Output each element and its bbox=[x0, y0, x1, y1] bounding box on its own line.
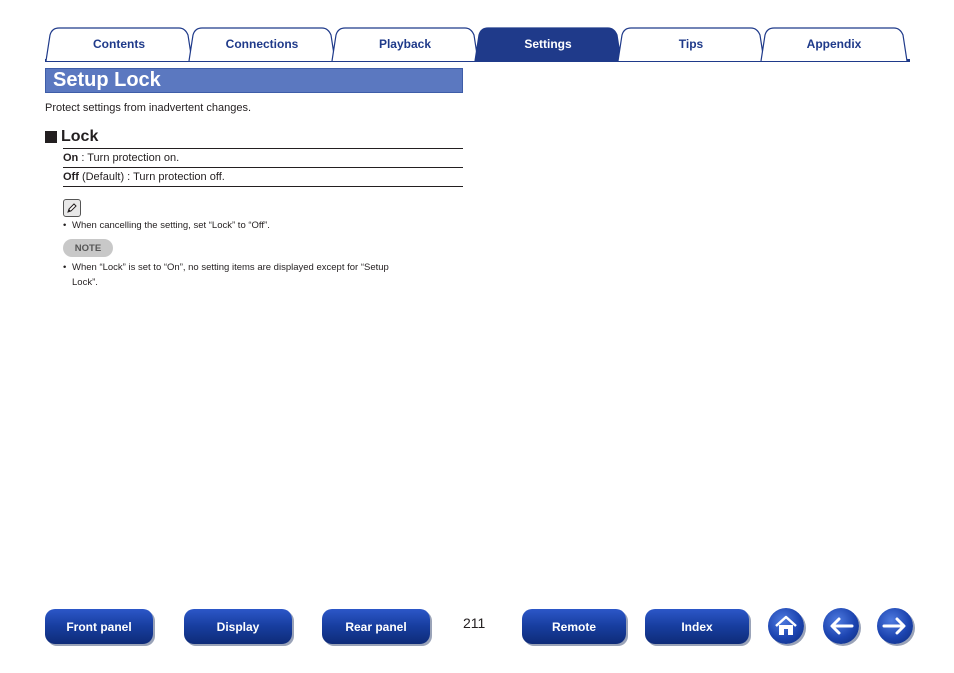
tab-contents-label: Contents bbox=[93, 37, 145, 51]
home-button[interactable] bbox=[768, 608, 804, 644]
option-desc: : Turn protection on. bbox=[78, 152, 180, 164]
tab-tips[interactable] bbox=[617, 27, 765, 61]
index-button[interactable]: Index bbox=[645, 609, 749, 644]
option-name: On bbox=[63, 152, 79, 164]
page-number: 211 bbox=[463, 615, 486, 631]
intro-text: Protect settings from inadvertent changes. bbox=[45, 102, 252, 114]
arrow-left-icon bbox=[828, 616, 854, 636]
memo-bullet: • When cancelling the setting, set “Lock” to “Off”. bbox=[63, 220, 270, 231]
remote-button[interactable]: Remote bbox=[522, 609, 626, 644]
memo-bullet-text: When cancelling the setting, set “Lock” to “Off”. bbox=[72, 220, 270, 231]
note-badge: NOTE bbox=[63, 239, 113, 257]
page-title: Setup Lock bbox=[53, 69, 161, 91]
pencil-icon bbox=[63, 199, 81, 217]
tab-contents[interactable] bbox=[45, 27, 193, 61]
top-tab-bar bbox=[45, 27, 910, 63]
tab-playback[interactable] bbox=[331, 27, 479, 61]
section-heading bbox=[45, 128, 98, 146]
display-button[interactable]: Display bbox=[184, 609, 292, 644]
home-icon bbox=[773, 614, 799, 638]
tab-settings[interactable] bbox=[474, 27, 622, 61]
note-bullet-text-line2: Lock”. bbox=[72, 277, 98, 288]
options-table bbox=[63, 148, 463, 187]
square-bullet-icon bbox=[45, 131, 57, 143]
page-title-bar bbox=[45, 68, 463, 93]
rear-panel-button[interactable]: Rear panel bbox=[322, 609, 430, 644]
option-name: Off bbox=[63, 171, 79, 183]
tab-connections[interactable] bbox=[188, 27, 336, 61]
tab-appendix[interactable] bbox=[760, 27, 908, 61]
tab-appendix-label: Appendix bbox=[806, 37, 862, 51]
note-bullet-text-line1: When “Lock” is set to “On”, no setting items are displayed except for “Setup bbox=[72, 262, 389, 273]
tab-settings-label: Settings bbox=[524, 37, 572, 51]
forward-button[interactable] bbox=[877, 608, 913, 644]
section-title: Lock bbox=[61, 128, 99, 145]
option-desc: (Default) : Turn protection off. bbox=[78, 171, 225, 183]
tab-tips-label: Tips bbox=[678, 37, 704, 51]
arrow-right-icon bbox=[882, 616, 908, 636]
option-row-on bbox=[63, 149, 463, 168]
option-row-off bbox=[63, 168, 463, 187]
back-button[interactable] bbox=[823, 608, 859, 644]
front-panel-button[interactable]: Front panel bbox=[45, 609, 153, 644]
note-bullet: • When “Lock” is set to “On”, no setting items are displayed except for “Setup Lock”. bbox=[63, 260, 465, 290]
tab-connections-label: Connections bbox=[225, 37, 299, 51]
tab-playback-label: Playback bbox=[378, 37, 432, 51]
